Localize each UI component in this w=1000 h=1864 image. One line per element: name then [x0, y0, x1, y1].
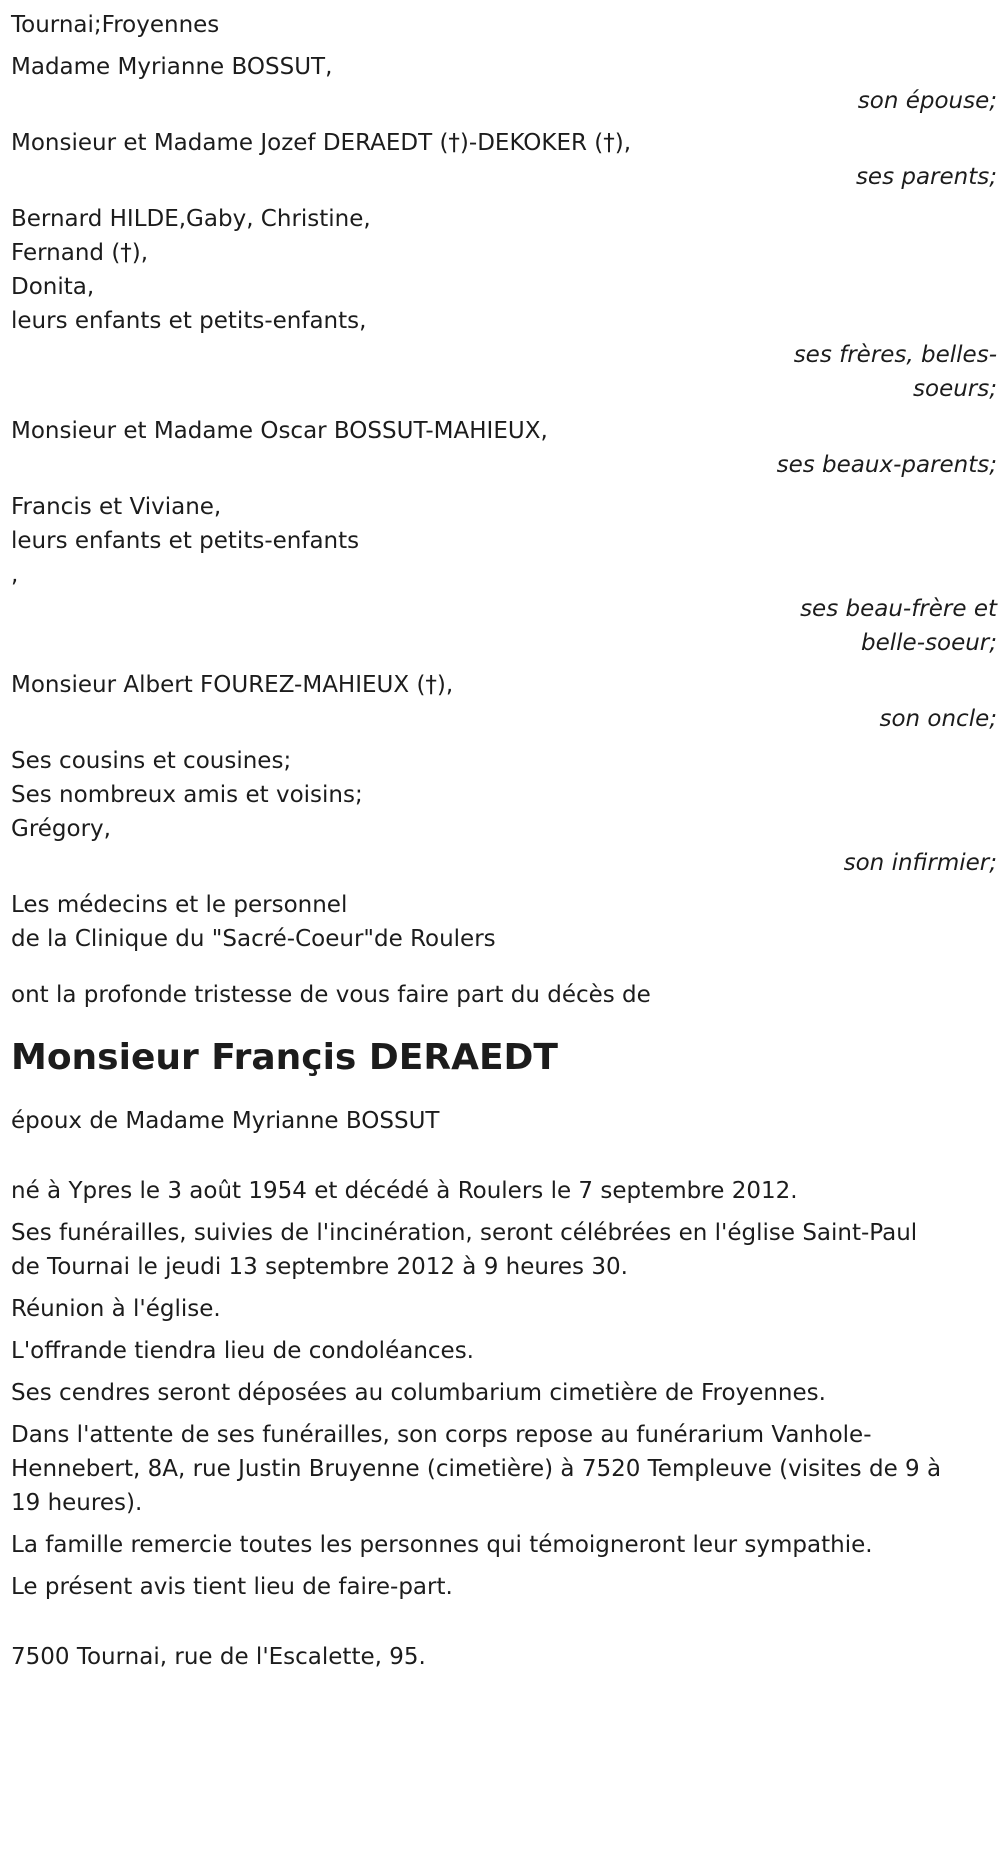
mourner-name: Les médecins et le personnel — [11, 892, 348, 918]
spacer — [11, 1284, 1000, 1292]
mourner-name: Donita, — [11, 274, 95, 300]
birth-death-line: né à Ypres le 3 août 1954 et décédé à Roulers le 7 septembre 2012. — [11, 1178, 798, 1204]
mourner-role: ses parents; — [855, 164, 997, 190]
mourner-entry-siblings — [11, 202, 997, 406]
spacer — [11, 1208, 1000, 1216]
mourner-name: Monsieur et Madame Jozef DERAEDT (†)-DEKOKER (†), — [11, 130, 632, 156]
spacer — [11, 482, 1000, 490]
mourner-entry-spouse — [11, 50, 997, 118]
funerarium-note: Dans l'attente de ses funérailles, son corps repose au funérarium Vanhole-Hennebert, 8A, rue Justin Bruyenne (cimetière) à 7520 Templeuve (visites de 9 à 19 heures). — [11, 1422, 942, 1516]
mourner-name: leurs enfants et petits-enfants — [11, 528, 360, 554]
offering-note: L'offrande tiendra lieu de condoléances. — [11, 1338, 474, 1364]
mourner-entry-parents — [11, 126, 997, 194]
family-address: 7500 Tournai, rue de l'Escalette, 95. — [11, 1644, 426, 1670]
mourner-name: Madame Myrianne BOSSUT, — [11, 54, 333, 80]
mourner-entry-brother-in-law — [11, 490, 997, 660]
notice-note: Le présent avis tient lieu de faire-part. — [11, 1574, 453, 1600]
funeral-details: Ses funérailles, suivies de l'incinération, seront célébrées en l'église Saint-Paul de Tournai le jeudi 13 septembre 2012 à 9 heures 30. — [11, 1220, 918, 1280]
spacer — [11, 1562, 1000, 1570]
mourner-entry-parents-in-law — [11, 414, 997, 482]
mourner-name: Grégory, — [11, 816, 111, 842]
spacer — [11, 1410, 1000, 1418]
spacer — [11, 406, 1000, 414]
announcement-text: ont la profonde tristesse de vous faire part du décès de — [11, 982, 651, 1008]
mourner-entry-clinic — [11, 888, 997, 956]
spacer — [11, 1012, 1000, 1034]
mourner-name: leurs enfants et petits-enfants, — [11, 308, 367, 334]
mourner-name: de la Clinique du "Sacré-Coeur"de Roulers — [11, 926, 496, 952]
mourner-name: Francis et Viviane, — [11, 494, 222, 520]
mourner-role: son épouse; — [857, 88, 997, 114]
spacer — [11, 956, 1000, 978]
mourner-name: Monsieur et Madame Oscar BOSSUT-MAHIEUX, — [11, 418, 548, 444]
thanks-note: La famille remercie toutes les personnes qui témoigneront leur sympathie. — [11, 1532, 873, 1558]
spacer — [11, 880, 1000, 888]
spacer — [11, 1326, 1000, 1334]
spacer — [11, 736, 1000, 744]
spacer — [11, 660, 1000, 668]
mourner-name: Monsieur Albert FOUREZ-MAHIEUX (†), — [11, 672, 454, 698]
meeting-place: Réunion à l'église. — [11, 1296, 221, 1322]
mourner-name: Ses nombreux amis et voisins; — [11, 782, 363, 808]
mourner-role: ses frères, belles-soeurs; — [793, 342, 997, 402]
mourner-role: son infirmier; — [843, 850, 997, 876]
mourner-entry-nurse — [11, 744, 997, 880]
mourner-name: Fernand (†), — [11, 240, 149, 266]
mourner-name: Bernard HILDE,Gaby, Christine, — [11, 206, 371, 232]
spacer — [11, 1082, 1000, 1104]
mourner-role: ses beau-frère et belle-soeur; — [800, 596, 997, 656]
spacer — [11, 194, 1000, 202]
mourner-name: Ses cousins et cousines; — [11, 748, 292, 774]
mourner-name: , — [11, 562, 19, 588]
mourner-entry-uncle — [11, 668, 997, 736]
mourner-role: son oncle; — [879, 706, 997, 732]
spacer — [11, 118, 1000, 126]
deceased-spouse: époux de Madame Myrianne BOSSUT — [11, 1108, 440, 1134]
spacer — [11, 1138, 1000, 1174]
spacer — [11, 1604, 1000, 1640]
spacer — [11, 1520, 1000, 1528]
spacer — [11, 1368, 1000, 1376]
location-header: Tournai;Froyennes — [11, 12, 220, 38]
spacer — [11, 42, 1000, 50]
ashes-note: Ses cendres seront déposées au columbarium cimetière de Froyennes. — [11, 1380, 826, 1406]
deceased-name: Monsieur Françis DERAEDT — [11, 1037, 558, 1078]
mourner-role: ses beaux-parents; — [776, 452, 997, 478]
